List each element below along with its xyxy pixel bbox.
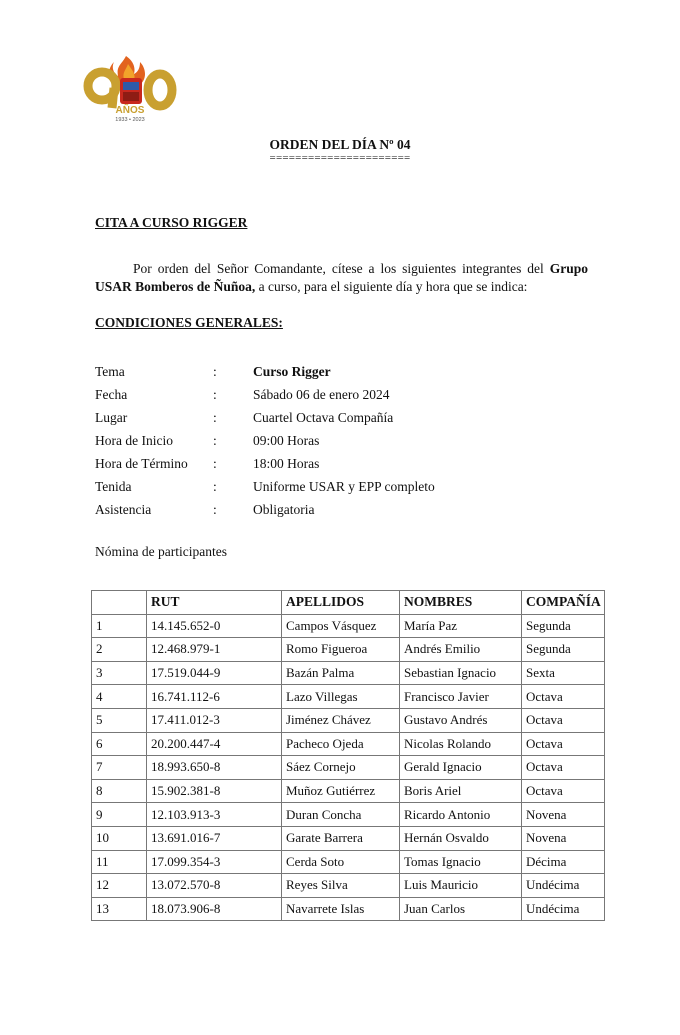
- anniversary-logo: [82, 52, 178, 122]
- table-header-row: [92, 591, 605, 615]
- cell-compania: Octava: [522, 708, 605, 732]
- logo-word: AÑOS: [115, 105, 145, 116]
- cell-rut: 17.411.012-3: [147, 708, 282, 732]
- conditions-list: [95, 360, 435, 521]
- cell-index: 2: [92, 638, 147, 662]
- table-row: [92, 614, 605, 638]
- condition-separator: :: [213, 432, 217, 448]
- table-row: [92, 850, 605, 874]
- table-row: [92, 638, 605, 662]
- condition-label: Hora de Término: [95, 455, 188, 471]
- table-row: [92, 708, 605, 732]
- cell-index: 4: [92, 685, 147, 709]
- cell-rut: 20.200.447-4: [147, 732, 282, 756]
- cell-rut: 16.741.112-6: [147, 685, 282, 709]
- cell-compania: Octava: [522, 756, 605, 780]
- cell-nombres: Gerald Ignacio: [400, 756, 522, 780]
- cell-nombres: Nicolas Rolando: [400, 732, 522, 756]
- cell-index: 9: [92, 803, 147, 827]
- participants-table: [91, 590, 605, 921]
- condition-value: Uniforme USAR y EPP completo: [253, 478, 435, 494]
- cell-compania: Undécima: [522, 874, 605, 898]
- condition-separator: :: [213, 501, 217, 517]
- cell-rut: 12.468.979-1: [147, 638, 282, 662]
- logo-years: 1933 • 2023: [115, 117, 145, 122]
- cell-rut: 14.145.652-0: [147, 614, 282, 638]
- cell-apellidos: Sáez Cornejo: [282, 756, 400, 780]
- cell-compania: Octava: [522, 732, 605, 756]
- condition-value: Cuartel Octava Compañía: [253, 409, 394, 425]
- table-row: [92, 732, 605, 756]
- table-row: [92, 779, 605, 803]
- cell-index: 13: [92, 897, 147, 921]
- cell-nombres: Francisco Javier: [400, 685, 522, 709]
- cell-apellidos: Romo Figueroa: [282, 638, 400, 662]
- table-row: [92, 874, 605, 898]
- cell-compania: Octava: [522, 685, 605, 709]
- cell-index: 12: [92, 874, 147, 898]
- document-title: ORDEN DEL DÍA Nº 04: [269, 137, 411, 152]
- cell-apellidos: Bazán Palma: [282, 661, 400, 685]
- condition-row-lugar: [95, 406, 435, 429]
- column-header-rut: RUT: [147, 591, 282, 615]
- cell-nombres: María Paz: [400, 614, 522, 638]
- condition-row-asistencia: [95, 498, 435, 521]
- cell-apellidos: Garate Barrera: [282, 826, 400, 850]
- condition-row-hora-inicio: [95, 429, 435, 452]
- cell-apellidos: Navarrete Islas: [282, 897, 400, 921]
- table-row: [92, 803, 605, 827]
- intro-paragraph: [95, 260, 588, 296]
- cell-nombres: Luis Mauricio: [400, 874, 522, 898]
- column-header-compania: COMPAÑÍA: [522, 591, 605, 615]
- cell-nombres: Tomas Ignacio: [400, 850, 522, 874]
- cell-apellidos: Jiménez Chávez: [282, 708, 400, 732]
- cell-rut: 13.691.016-7: [147, 826, 282, 850]
- cell-index: 5: [92, 708, 147, 732]
- cell-apellidos: Muñoz Gutiérrez: [282, 779, 400, 803]
- cell-index: 6: [92, 732, 147, 756]
- intro-text-2: a curso, para el siguiente día y hora que se indica:: [255, 279, 528, 294]
- cell-apellidos: Pacheco Ojeda: [282, 732, 400, 756]
- condition-value: Sábado 06 de enero 2024: [253, 386, 390, 402]
- intro-text-bold: Grupo USAR Bomberos de Ñuñoa,: [95, 261, 588, 294]
- participants-label: Nómina de participantes: [95, 544, 227, 559]
- cell-apellidos: Duran Concha: [282, 803, 400, 827]
- condition-value: 18:00 Horas: [253, 455, 320, 471]
- cell-rut: 17.099.354-3: [147, 850, 282, 874]
- cell-nombres: Boris Ariel: [400, 779, 522, 803]
- condition-separator: :: [213, 409, 217, 425]
- cell-compania: Segunda: [522, 638, 605, 662]
- cell-index: 3: [92, 661, 147, 685]
- cell-rut: 15.902.381-8: [147, 779, 282, 803]
- condition-label: Fecha: [95, 386, 128, 402]
- cell-rut: 18.073.906-8: [147, 897, 282, 921]
- section-heading-condiciones: CONDICIONES GENERALES:: [95, 315, 283, 330]
- condition-label: Asistencia: [95, 501, 152, 517]
- cell-nombres: Ricardo Antonio: [400, 803, 522, 827]
- cell-nombres: Hernán Osvaldo: [400, 826, 522, 850]
- column-header-apellidos: APELLIDOS: [282, 591, 400, 615]
- condition-label: Tenida: [95, 478, 132, 494]
- table-row: [92, 826, 605, 850]
- cell-apellidos: Reyes Silva: [282, 874, 400, 898]
- cell-apellidos: Lazo Villegas: [282, 685, 400, 709]
- cell-rut: 17.519.044-9: [147, 661, 282, 685]
- condition-row-tenida: [95, 475, 435, 498]
- cell-index: 11: [92, 850, 147, 874]
- table-row: [92, 661, 605, 685]
- column-header-index: [92, 591, 147, 615]
- condition-row-fecha: [95, 383, 435, 406]
- cell-index: 7: [92, 756, 147, 780]
- condition-separator: :: [213, 478, 217, 494]
- condition-separator: :: [213, 363, 217, 379]
- cell-compania: Novena: [522, 803, 605, 827]
- condition-separator: :: [213, 386, 217, 402]
- condition-label: Hora de Inicio: [95, 432, 173, 448]
- cell-index: 8: [92, 779, 147, 803]
- condition-label: Tema: [95, 363, 125, 379]
- cell-index: 10: [92, 826, 147, 850]
- cell-apellidos: Cerda Soto: [282, 850, 400, 874]
- cell-compania: Novena: [522, 826, 605, 850]
- cell-index: 1: [92, 614, 147, 638]
- cell-nombres: Sebastian Ignacio: [400, 661, 522, 685]
- table-row: [92, 685, 605, 709]
- condition-separator: :: [213, 455, 217, 471]
- condition-row-hora-termino: [95, 452, 435, 475]
- cell-rut: 12.103.913-3: [147, 803, 282, 827]
- title-underline: ======================: [269, 152, 411, 164]
- condition-value: Obligatoria: [253, 501, 315, 517]
- cell-compania: Octava: [522, 779, 605, 803]
- condition-row-tema: [95, 360, 435, 383]
- cell-compania: Undécima: [522, 897, 605, 921]
- cell-compania: Sexta: [522, 661, 605, 685]
- column-header-nombres: NOMBRES: [400, 591, 522, 615]
- table-row: [92, 756, 605, 780]
- condition-label: Lugar: [95, 409, 128, 425]
- intro-text-1: Por orden del Señor Comandante, cítese a los siguientes integrantes del: [133, 261, 550, 276]
- cell-nombres: Andrés Emilio: [400, 638, 522, 662]
- table-row: [92, 897, 605, 921]
- cell-compania: Segunda: [522, 614, 605, 638]
- cell-rut: 18.993.650-8: [147, 756, 282, 780]
- cell-compania: Décima: [522, 850, 605, 874]
- condition-value: Curso Rigger: [253, 363, 331, 379]
- condition-value: 09:00 Horas: [253, 432, 320, 448]
- section-heading-cita: CITA A CURSO RIGGER: [95, 215, 248, 230]
- cell-nombres: Gustavo Andrés: [400, 708, 522, 732]
- table-body: [92, 614, 605, 921]
- cell-nombres: Juan Carlos: [400, 897, 522, 921]
- cell-apellidos: Campos Vásquez: [282, 614, 400, 638]
- cell-rut: 13.072.570-8: [147, 874, 282, 898]
